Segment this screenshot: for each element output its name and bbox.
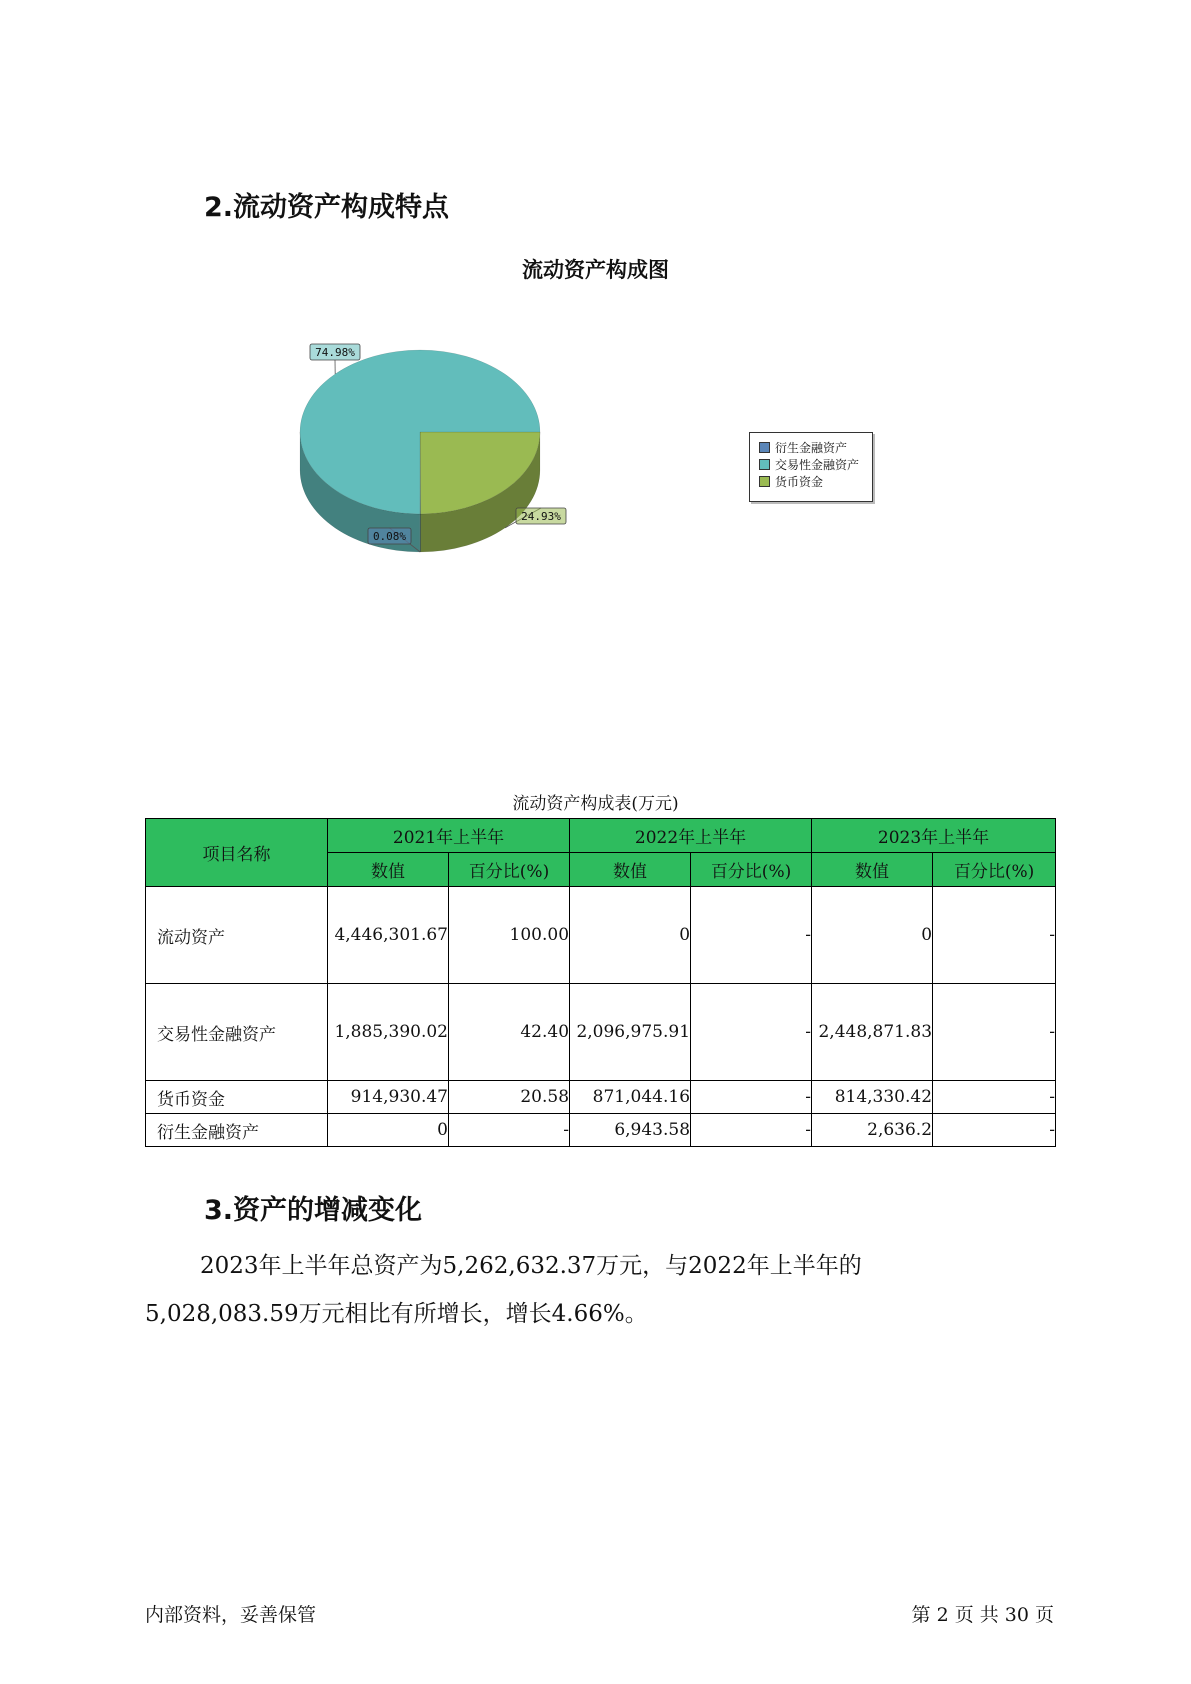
cell-percent: - — [691, 887, 812, 984]
cell-value: 0 — [570, 887, 691, 984]
header-value: 数值 — [570, 853, 691, 887]
cell-value: 4,446,301.67 — [328, 887, 449, 984]
header-period-2022: 2022年上半年 — [570, 819, 812, 853]
row-name: 货币资金 — [146, 1081, 328, 1114]
legend-swatch-icon — [759, 459, 770, 470]
legend-label: 货币资金 — [775, 475, 824, 489]
legend-label: 衍生金融资产 — [775, 441, 848, 455]
pie-data-label: 0.08% — [372, 530, 407, 543]
legend-item-cash — [759, 473, 872, 490]
cell-percent: 100.00 — [449, 887, 570, 984]
header-value: 数值 — [812, 853, 933, 887]
cell-percent: 20.58 — [449, 1081, 570, 1114]
legend-swatch-icon — [759, 476, 770, 487]
section-heading-2: 2.流动资产构成特点 — [204, 192, 450, 223]
paragraph-line-2: 5,028,083.59万元相比有所增长，增长4.66%。 — [145, 1301, 648, 1327]
cell-percent: - — [933, 984, 1056, 1081]
current-assets-table — [145, 818, 1056, 1147]
cell-value: 1,885,390.02 — [328, 984, 449, 1081]
footer-left: 内部资料，妥善保管 — [145, 1604, 317, 1626]
cell-value: 6,943.58 — [570, 1114, 691, 1147]
cell-percent: - — [933, 1081, 1056, 1114]
legend-item-trading — [759, 456, 872, 473]
cell-value: 2,448,871.83 — [812, 984, 933, 1081]
header-period-2021: 2021年上半年 — [328, 819, 570, 853]
cell-value: 0 — [328, 1114, 449, 1147]
cell-value: 914,930.47 — [328, 1081, 449, 1114]
cell-percent: - — [449, 1114, 570, 1147]
header-value: 数值 — [328, 853, 449, 887]
cell-percent: 42.40 — [449, 984, 570, 1081]
cell-percent: - — [691, 1081, 812, 1114]
table-row — [146, 1081, 1056, 1114]
cell-value: 2,636.2 — [812, 1114, 933, 1147]
pie-data-label: 74.98% — [315, 346, 355, 359]
cell-percent: - — [933, 1114, 1056, 1147]
table-row — [146, 1114, 1056, 1147]
row-name: 流动资产 — [146, 887, 328, 984]
legend-swatch-icon — [759, 442, 770, 453]
header-percent: 百分比(%) — [449, 853, 570, 887]
pie-data-label: 24.93% — [521, 510, 561, 523]
footer-right: 第 2 页 共 30 页 — [911, 1604, 1054, 1626]
table-row — [146, 887, 1056, 984]
row-name: 衍生金融资产 — [146, 1114, 328, 1147]
cell-value: 0 — [812, 887, 933, 984]
legend-label: 交易性金融资产 — [775, 458, 860, 472]
pie-chart — [280, 330, 600, 590]
cell-value: 2,096,975.91 — [570, 984, 691, 1081]
section-heading-3: 3.资产的增减变化 — [204, 1195, 423, 1226]
cell-value: 871,044.16 — [570, 1081, 691, 1114]
header-item-name: 项目名称 — [146, 819, 328, 887]
cell-percent: - — [691, 1114, 812, 1147]
cell-value: 814,330.42 — [812, 1081, 933, 1114]
table-row — [146, 984, 1056, 1081]
row-name: 交易性金融资产 — [146, 984, 328, 1081]
chart-legend — [749, 432, 873, 502]
cell-percent: - — [933, 887, 1056, 984]
header-period-2023: 2023年上半年 — [812, 819, 1056, 853]
paragraph-line-1: 2023年上半年总资产为5,262,632.37万元，与2022年上半年的 — [200, 1253, 862, 1279]
legend-item-derivative — [759, 439, 872, 456]
header-percent: 百分比(%) — [691, 853, 812, 887]
chart-title: 流动资产构成图 — [522, 258, 669, 282]
cell-percent: - — [691, 984, 812, 1081]
header-percent: 百分比(%) — [933, 853, 1056, 887]
table-caption: 流动资产构成表(万元) — [512, 794, 679, 814]
